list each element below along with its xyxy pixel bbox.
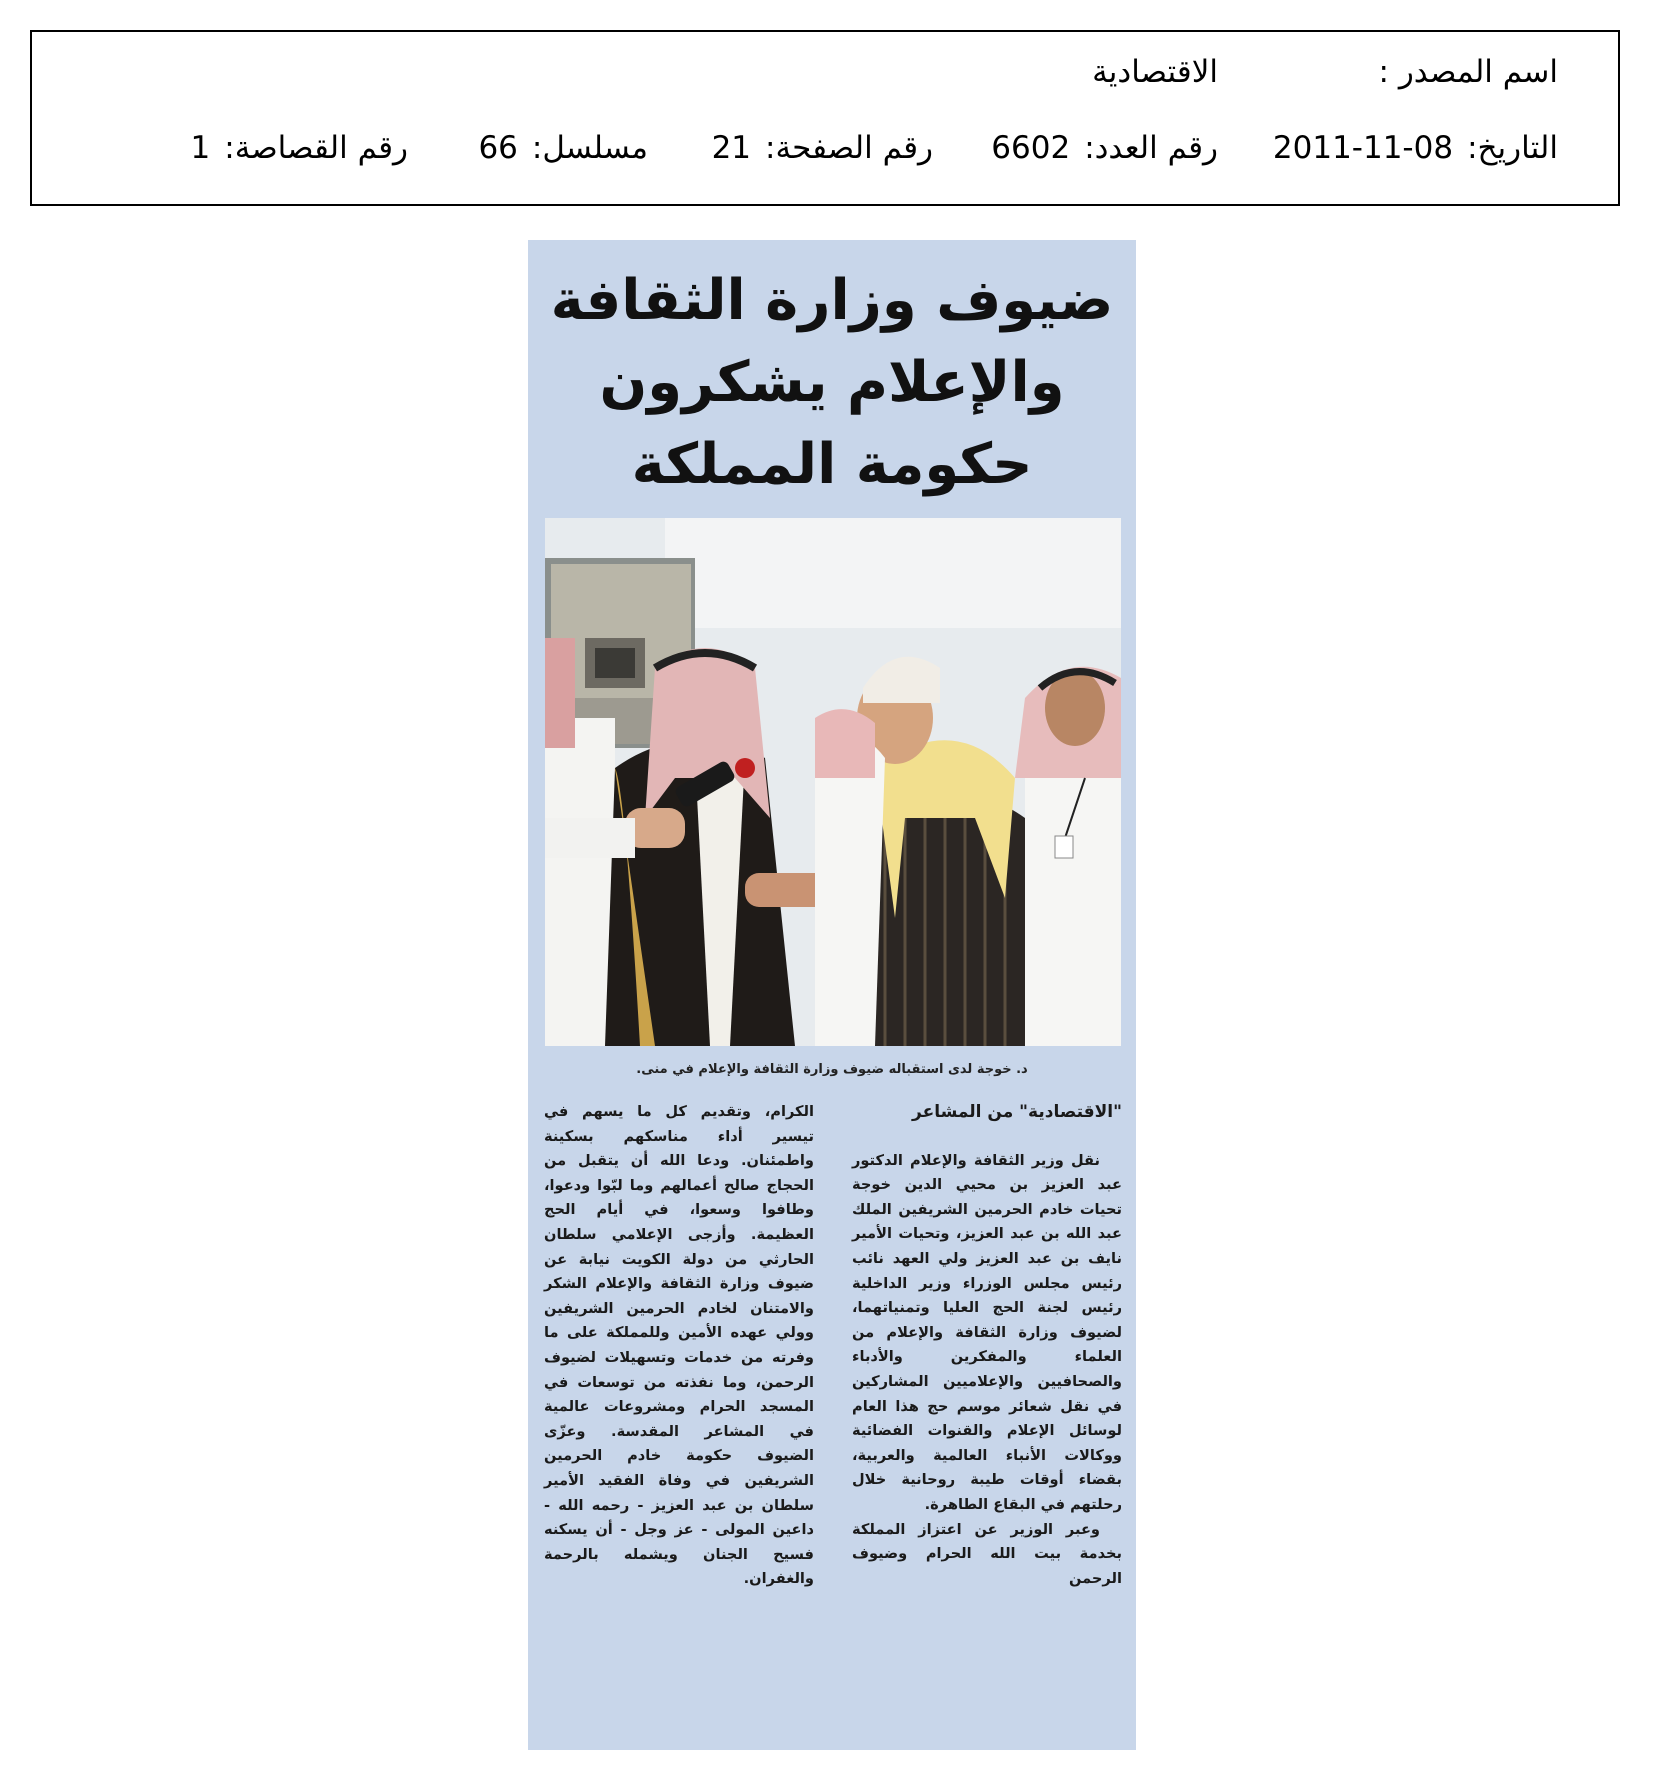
headline-line: ضيوف وزارة الثقافة bbox=[550, 268, 1114, 333]
clip-number-value: 1 bbox=[190, 130, 211, 166]
article-headline bbox=[548, 260, 1116, 506]
article-photo bbox=[545, 518, 1121, 1046]
article-column-right bbox=[852, 1100, 1122, 1591]
issue-field bbox=[933, 130, 1218, 166]
date-value: 2011-11-08 bbox=[1272, 130, 1454, 166]
newspaper-clipping bbox=[528, 240, 1136, 1750]
headline-line: والإعلام يشكرون bbox=[599, 350, 1065, 415]
date-label: التاريخ: bbox=[1467, 130, 1558, 166]
source-value: الاقتصادية bbox=[1092, 54, 1218, 90]
clip-number-field bbox=[191, 130, 408, 166]
photo-caption: د. خوجة لدى استقباله ضيوف وزارة الثقافة والإعلام في منى. bbox=[636, 1062, 1028, 1077]
issue-value: 6602 bbox=[991, 130, 1071, 166]
article-paragraph: وعبر الوزير عن اعتزاز المملكة بخدمة بيت الله الحرام وضيوف الرحمن bbox=[852, 1520, 1122, 1587]
issue-label: رقم العدد: bbox=[1084, 130, 1218, 166]
source-row bbox=[92, 54, 1558, 90]
serial-value: 66 bbox=[478, 130, 518, 166]
photo-illustration bbox=[545, 518, 1121, 1046]
date-field bbox=[1218, 130, 1558, 166]
meta-row bbox=[92, 130, 1558, 166]
serial-field bbox=[408, 130, 648, 166]
serial-label: مسلسل: bbox=[531, 130, 648, 166]
source-label: اسم المصدر : bbox=[1378, 54, 1558, 90]
article-byline: "الاقتصادية" من المشاعر bbox=[912, 1102, 1122, 1122]
article-column-left bbox=[544, 1100, 814, 1592]
page-field bbox=[648, 130, 933, 166]
source-field bbox=[1218, 54, 1558, 90]
source-value-field bbox=[1092, 54, 1218, 90]
headline-line: حكومة المملكة bbox=[631, 432, 1033, 497]
clip-number-label: رقم القصاصة: bbox=[224, 130, 408, 166]
page-value: 21 bbox=[711, 130, 752, 166]
article-paragraph: الكرام، وتقديم كل ما يسهم في تيسير أداء مناسكهم بسكينة واطمئنان. ودعا الله أن يتقبل من الحجاج صالح أعمالهم وما لبّوا ودعوا، وطافوا وسعوا، في أيام الحج العظيمة. وأزجى الإعلامي سلطان الحارثي من دولة الكويت نيابة عن ضيوف وزارة الثقافة والإعلام الشكر والامتنان لخادم الحرمين الشريفين وولي عهده الأمين وللمملكة على ما وفرته من خدمات وتسهيلات لضيوف الرحمن، وما نفذته من توسعات في المسجد الحرام ومشروعات عالمية في المشاعر المقدسة. وعزّى الضيوف حكومة خادم الحرمين الشريفين في وفاة الفقيد الأمير سلطان بن عبد العزيز - رحمه الله - داعين المولى - عز وجل - أن يسكنه فسيح الجنان ويشمله بالرحمة والغفران. bbox=[544, 1103, 814, 1588]
article-paragraph: نقل وزير الثقافة والإعلام الدكتور عبد العزيز بن محيي الدين خوجة تحيات خادم الحرمين الشريفين الملك عبد الله بن عبد العزيز، وتحيات الأمير نايف بن عبد العزيز ولي العهد نائب رئيس مجلس الوزراء وزير الداخلية رئيس لجنة الحج العليا وتمنياتهما، لضيوف وزارة الثقافة والإعلام من العلماء والمفكرين والأدباء والصحافيين والإعلاميين المشاركين في نقل شعائر موسم حج هذا العام لوسائل الإعلام والقنوات الفضائية ووكالات الأنباء العالمية والعربية، بقضاء أوقات طيبة روحانية خلال رحلتهم في البقاع الطاهرة. bbox=[852, 1151, 1122, 1513]
source-info-box bbox=[30, 30, 1620, 206]
page-label: رقم الصفحة: bbox=[765, 130, 933, 166]
